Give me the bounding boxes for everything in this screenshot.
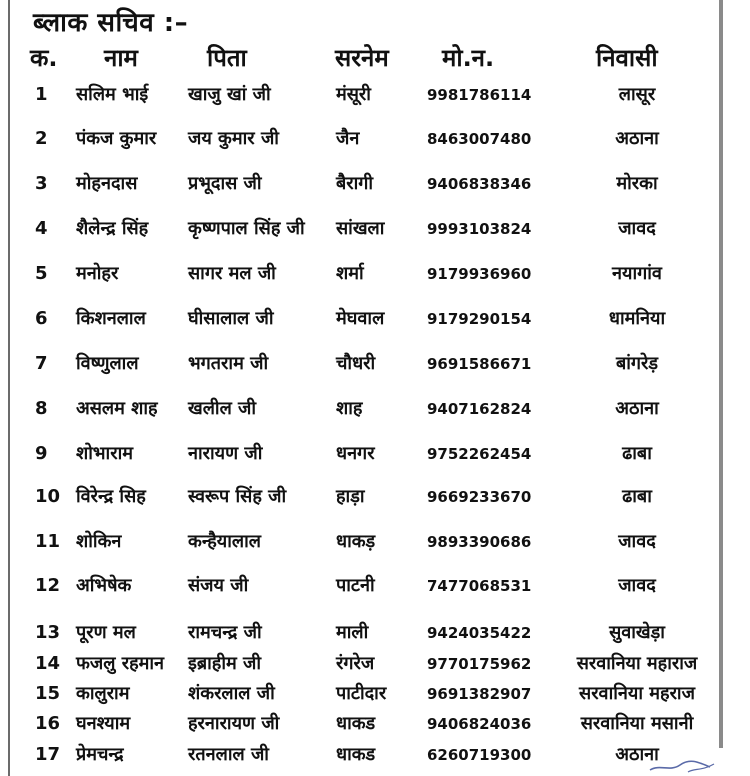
cell-father-name: खलील जी (188, 398, 257, 419)
cell-residence: ढाबा (622, 486, 652, 507)
cell-residence: नयागांव (612, 263, 662, 284)
cell-name: मनोहर (76, 263, 119, 284)
cell-father-name: भगतराम जी (188, 353, 269, 374)
table-row (0, 742, 720, 768)
table-row (0, 711, 720, 737)
cell-name: कालुराम (76, 683, 130, 704)
cell-mobile-number: 8463007480 (427, 130, 532, 148)
cell-surname: शाह (336, 398, 363, 419)
cell-surname: हाड़ा (336, 486, 365, 507)
cell-serial-number: 17 (35, 744, 61, 765)
cell-mobile-number: 9424035422 (427, 624, 532, 642)
cell-serial-number: 11 (35, 531, 61, 552)
cell-name: शोभाराम (76, 443, 134, 464)
header-name: नाम (104, 44, 138, 72)
table-row (0, 171, 720, 197)
cell-mobile-number: 6260719300 (427, 746, 532, 764)
cell-name: प्रेमचन्द्र (76, 744, 124, 765)
table-row (0, 681, 720, 707)
cell-name: अभिषेक (76, 575, 132, 596)
cell-serial-number: 12 (35, 575, 61, 596)
cell-serial-number: 6 (35, 308, 48, 329)
cell-residence: ढाबा (622, 443, 652, 464)
cell-surname: धाकड़ (336, 531, 376, 552)
cell-surname: चौधरी (336, 353, 376, 374)
cell-residence: बांगरेड़ (615, 353, 659, 374)
table-row (0, 216, 720, 242)
cell-name: फजलु रहमान (76, 653, 165, 674)
cell-name: पूरण मल (76, 622, 136, 643)
cell-name: पंकज कुमार (76, 128, 157, 149)
table-row (0, 82, 720, 108)
cell-name: किशनलाल (76, 308, 146, 329)
cell-father-name: रतनलाल जी (188, 744, 269, 765)
cell-father-name: संजय जी (188, 575, 249, 596)
cell-serial-number: 5 (35, 263, 48, 284)
header-residence: निवासी (596, 44, 658, 72)
cell-mobile-number: 9770175962 (427, 655, 532, 673)
cell-residence: मोरका (616, 173, 658, 194)
cell-serial-number: 8 (35, 398, 48, 419)
cell-surname: मंसूरी (336, 84, 371, 105)
cell-name: शैलेन्द्र सिंह (76, 218, 149, 239)
cell-serial-number: 1 (35, 84, 48, 105)
cell-mobile-number: 9993103824 (427, 220, 532, 238)
cell-residence: सरवानिया महराज (579, 683, 695, 704)
cell-surname: धाकड (336, 713, 376, 734)
cell-surname: माली (336, 622, 369, 643)
cell-residence: जावद (618, 218, 656, 239)
cell-mobile-number: 9691586671 (427, 355, 532, 373)
cell-residence: अठाना (615, 744, 659, 765)
cell-residence: जावद (618, 531, 656, 552)
cell-name: सलिम भाई (76, 84, 149, 105)
cell-serial-number: 9 (35, 443, 48, 464)
cell-surname: बैरागी (336, 173, 374, 194)
cell-father-name: रामचन्द्र जी (188, 622, 262, 643)
cell-father-name: हरनारायण जी (188, 713, 280, 734)
page-heading: ब्लाक सचिव :– (33, 8, 189, 38)
cell-mobile-number: 9981786114 (427, 86, 532, 104)
cell-serial-number: 10 (35, 486, 61, 507)
table-row (0, 126, 720, 152)
cell-name: असलम शाह (76, 398, 158, 419)
cell-mobile-number: 9691382907 (427, 685, 532, 703)
table-row (0, 441, 720, 467)
cell-father-name: नारायण जी (188, 443, 263, 464)
cell-serial-number: 14 (35, 653, 61, 674)
table-row (0, 261, 720, 287)
cell-name: विष्णुलाल (76, 353, 139, 374)
cell-father-name: जय कुमार जी (188, 128, 279, 149)
cell-surname: शर्मा (336, 263, 364, 284)
table-row (0, 351, 720, 377)
handwritten-mark (648, 754, 718, 776)
cell-surname: पाटीदार (336, 683, 387, 704)
cell-surname: मेघवाल (336, 308, 385, 329)
cell-mobile-number: 7477068531 (427, 577, 532, 595)
cell-residence: लासूर (618, 84, 656, 105)
cell-father-name: शंकरलाल जी (188, 683, 275, 704)
cell-serial-number: 15 (35, 683, 61, 704)
cell-serial-number: 3 (35, 173, 48, 194)
header-surname: सरनेम (335, 44, 389, 72)
cell-residence: सरवानिया महाराज (576, 653, 698, 674)
cell-serial-number: 4 (35, 218, 48, 239)
cell-mobile-number: 9406838346 (427, 175, 532, 193)
cell-father-name: स्वरूप सिंह जी (188, 486, 287, 507)
header-mobile-number: मो.न. (442, 44, 495, 72)
cell-mobile-number: 9179936960 (427, 265, 532, 283)
cell-serial-number: 2 (35, 128, 48, 149)
cell-surname: सांखला (336, 218, 385, 239)
cell-residence: सरवानिया मसानी (580, 713, 694, 734)
cell-serial-number: 13 (35, 622, 61, 643)
cell-residence: जावद (618, 575, 656, 596)
cell-name: विरेन्द्र सिह (76, 486, 146, 507)
table-row (0, 651, 720, 677)
cell-father-name: खाजु खां जी (188, 84, 271, 105)
cell-father-name: सागर मल जी (188, 263, 276, 284)
cell-father-name: घीसालाल जी (188, 308, 274, 329)
cell-surname: धाकड (336, 744, 376, 765)
cell-mobile-number: 9179290154 (427, 310, 532, 328)
table-row (0, 396, 720, 422)
cell-mobile-number: 9407162824 (427, 400, 532, 418)
cell-residence: अठाना (615, 398, 659, 419)
cell-mobile-number: 9669233670 (427, 488, 532, 506)
cell-name: शोकिन (76, 531, 122, 552)
header-father-name: पिता (207, 44, 247, 72)
cell-surname: रंगरेज (336, 653, 375, 674)
cell-residence: धामनिया (608, 308, 666, 329)
cell-father-name: कृष्णपाल सिंह जी (188, 218, 305, 239)
table-row (0, 573, 720, 599)
cell-mobile-number: 9406824036 (427, 715, 532, 733)
table-row (0, 306, 720, 332)
cell-serial-number: 7 (35, 353, 48, 374)
cell-father-name: कन्हैयालाल (188, 531, 261, 552)
cell-father-name: प्रभूदास जी (188, 173, 262, 194)
cell-surname: धनगर (336, 443, 375, 464)
cell-name: मोहनदास (76, 173, 138, 194)
cell-residence: अठाना (615, 128, 659, 149)
table-row (0, 484, 720, 510)
cell-surname: जैन (336, 128, 360, 149)
table-row (0, 620, 720, 646)
table-row (0, 529, 720, 555)
cell-name: घनश्याम (76, 713, 131, 734)
cell-mobile-number: 9752262454 (427, 445, 532, 463)
cell-father-name: इब्राहीम जी (188, 653, 262, 674)
cell-residence: सुवाखेड़ा (609, 622, 665, 643)
cell-surname: पाटनी (336, 575, 375, 596)
header-serial-number: क. (30, 44, 58, 72)
cell-mobile-number: 9893390686 (427, 533, 532, 551)
cell-serial-number: 16 (35, 713, 61, 734)
